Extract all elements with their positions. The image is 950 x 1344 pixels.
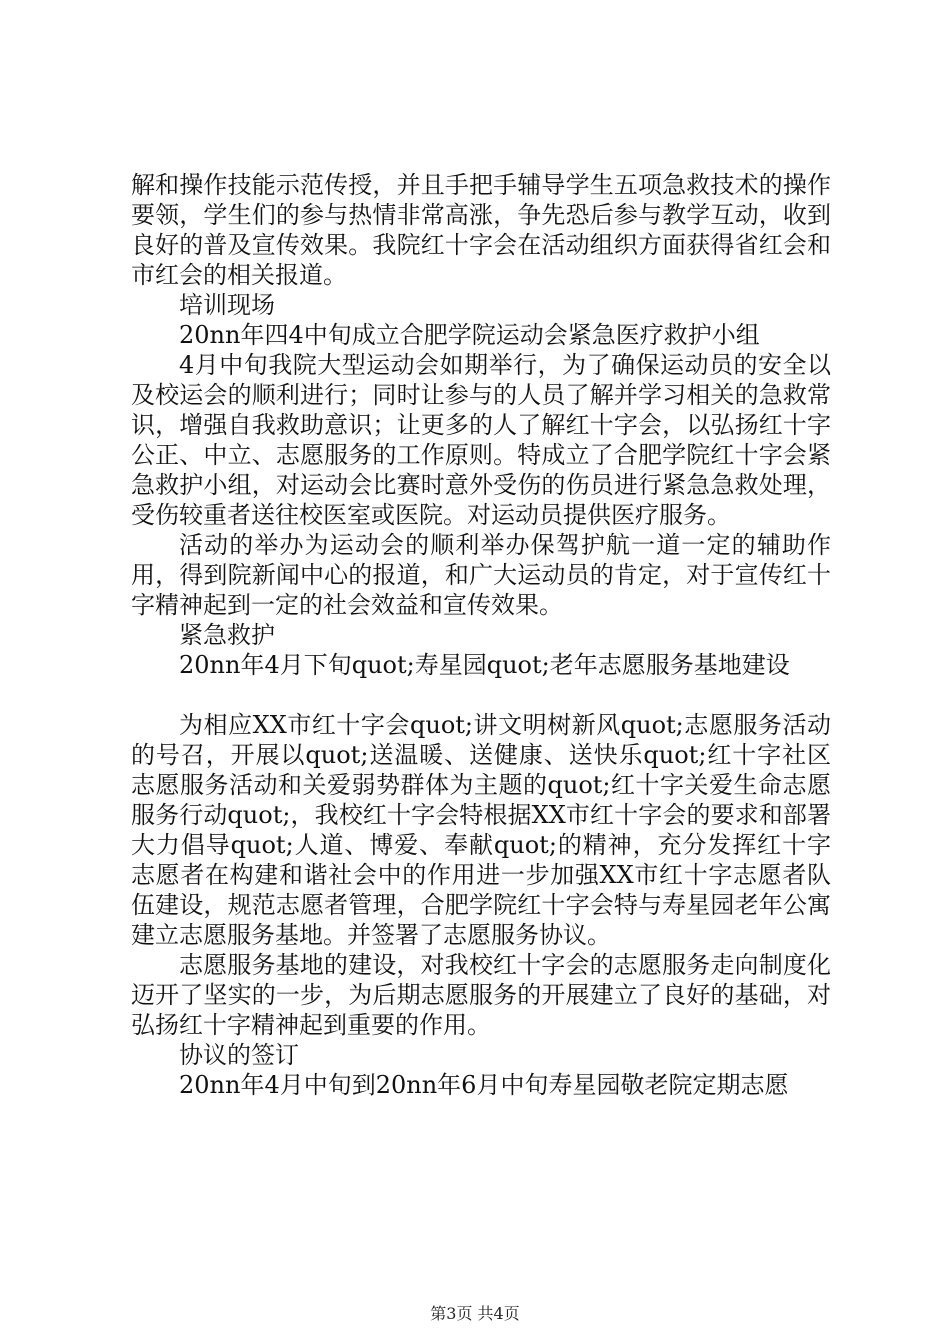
paragraph-first-aid-training: 解和操作技能示范传授，并且手把手辅导学生五项急救技术的操作要领，学生们的参与热情非常高涨，争先恐后参与教学互动，收到良好的普及宣传效果。我院红十字会在活动组织方面获得省红会和市红会的相关报道。 xyxy=(131,171,831,289)
heading-volunteer-base: 20nn年4月下旬quot;寿星园quot;老年志愿服务基地建设 xyxy=(179,651,790,679)
caption-emergency-rescue: 紧急救护 xyxy=(179,621,275,649)
heading-regular-volunteering: 20nn年4月中旬到20nn年6月中旬寿星园敬老院定期志愿 xyxy=(179,1071,789,1099)
paragraph-volunteer-base-effect: 志愿服务基地的建设，对我校红十字会的志愿服务走向制度化迈开了坚实的一步，为后期志愿服务的开展建立了良好的基础，对弘扬红十字精神起到重要的作用。 xyxy=(131,951,831,1039)
paragraph-volunteer-base: 为相应XX市红十字会quot;讲文明树新风quot;志愿服务活动的号召，开展以quot;送温暖、送健康、送快乐quot;红十字社区志愿服务活动和关爱弱势群体为主题的quot;红十字关爱生命志愿服务行动quot;，我校红十字会特根据XX市红十字会的要求和部署大力倡导quot;人道、博爱、奉献quot;的精神，充分发挥红十字志愿者在构建和谐社会中的作用进一步加强XX市红十字志愿者队伍建设，规范志愿者管理，合肥学院红十字会特与寿星园老年公寓建立志愿服务基地。并签署了志愿服务协议。 xyxy=(131,711,831,949)
document-body xyxy=(131,170,831,1100)
page-footer: 第3页 共4页 xyxy=(430,1304,520,1323)
paragraph-sports-meet: 4月中旬我院大型运动会如期举行，为了确保运动员的安全以及校运会的顺利进行；同时让参与的人员了解并学习相关的急救常识，增强自我救助意识；让更多的人了解红十字会，以弘扬红十字公正、中立、志愿服务的工作原则。特成立了合肥学院红十字会紧急救护小组，对运动会比赛时意外受伤的伤员进行紧急急救处理，受伤较重者送往校医室或医院。对运动员提供医疗服务。 xyxy=(131,351,831,529)
caption-agreement-signing: 协议的签订 xyxy=(179,1041,299,1069)
blank-line xyxy=(131,680,831,710)
caption-training-scene: 培训现场 xyxy=(179,291,275,319)
heading-medical-rescue-team: 20nn年四4中旬成立合肥学院运动会紧急医疗救护小组 xyxy=(179,321,760,349)
paragraph-sports-meet-effect: 活动的举办为运动会的顺利举办保驾护航一道一定的辅助作用，得到院新闻中心的报道，和广大运动员的肯定，对于宣传红十字精神起到一定的社会效益和宣传效果。 xyxy=(131,531,831,619)
